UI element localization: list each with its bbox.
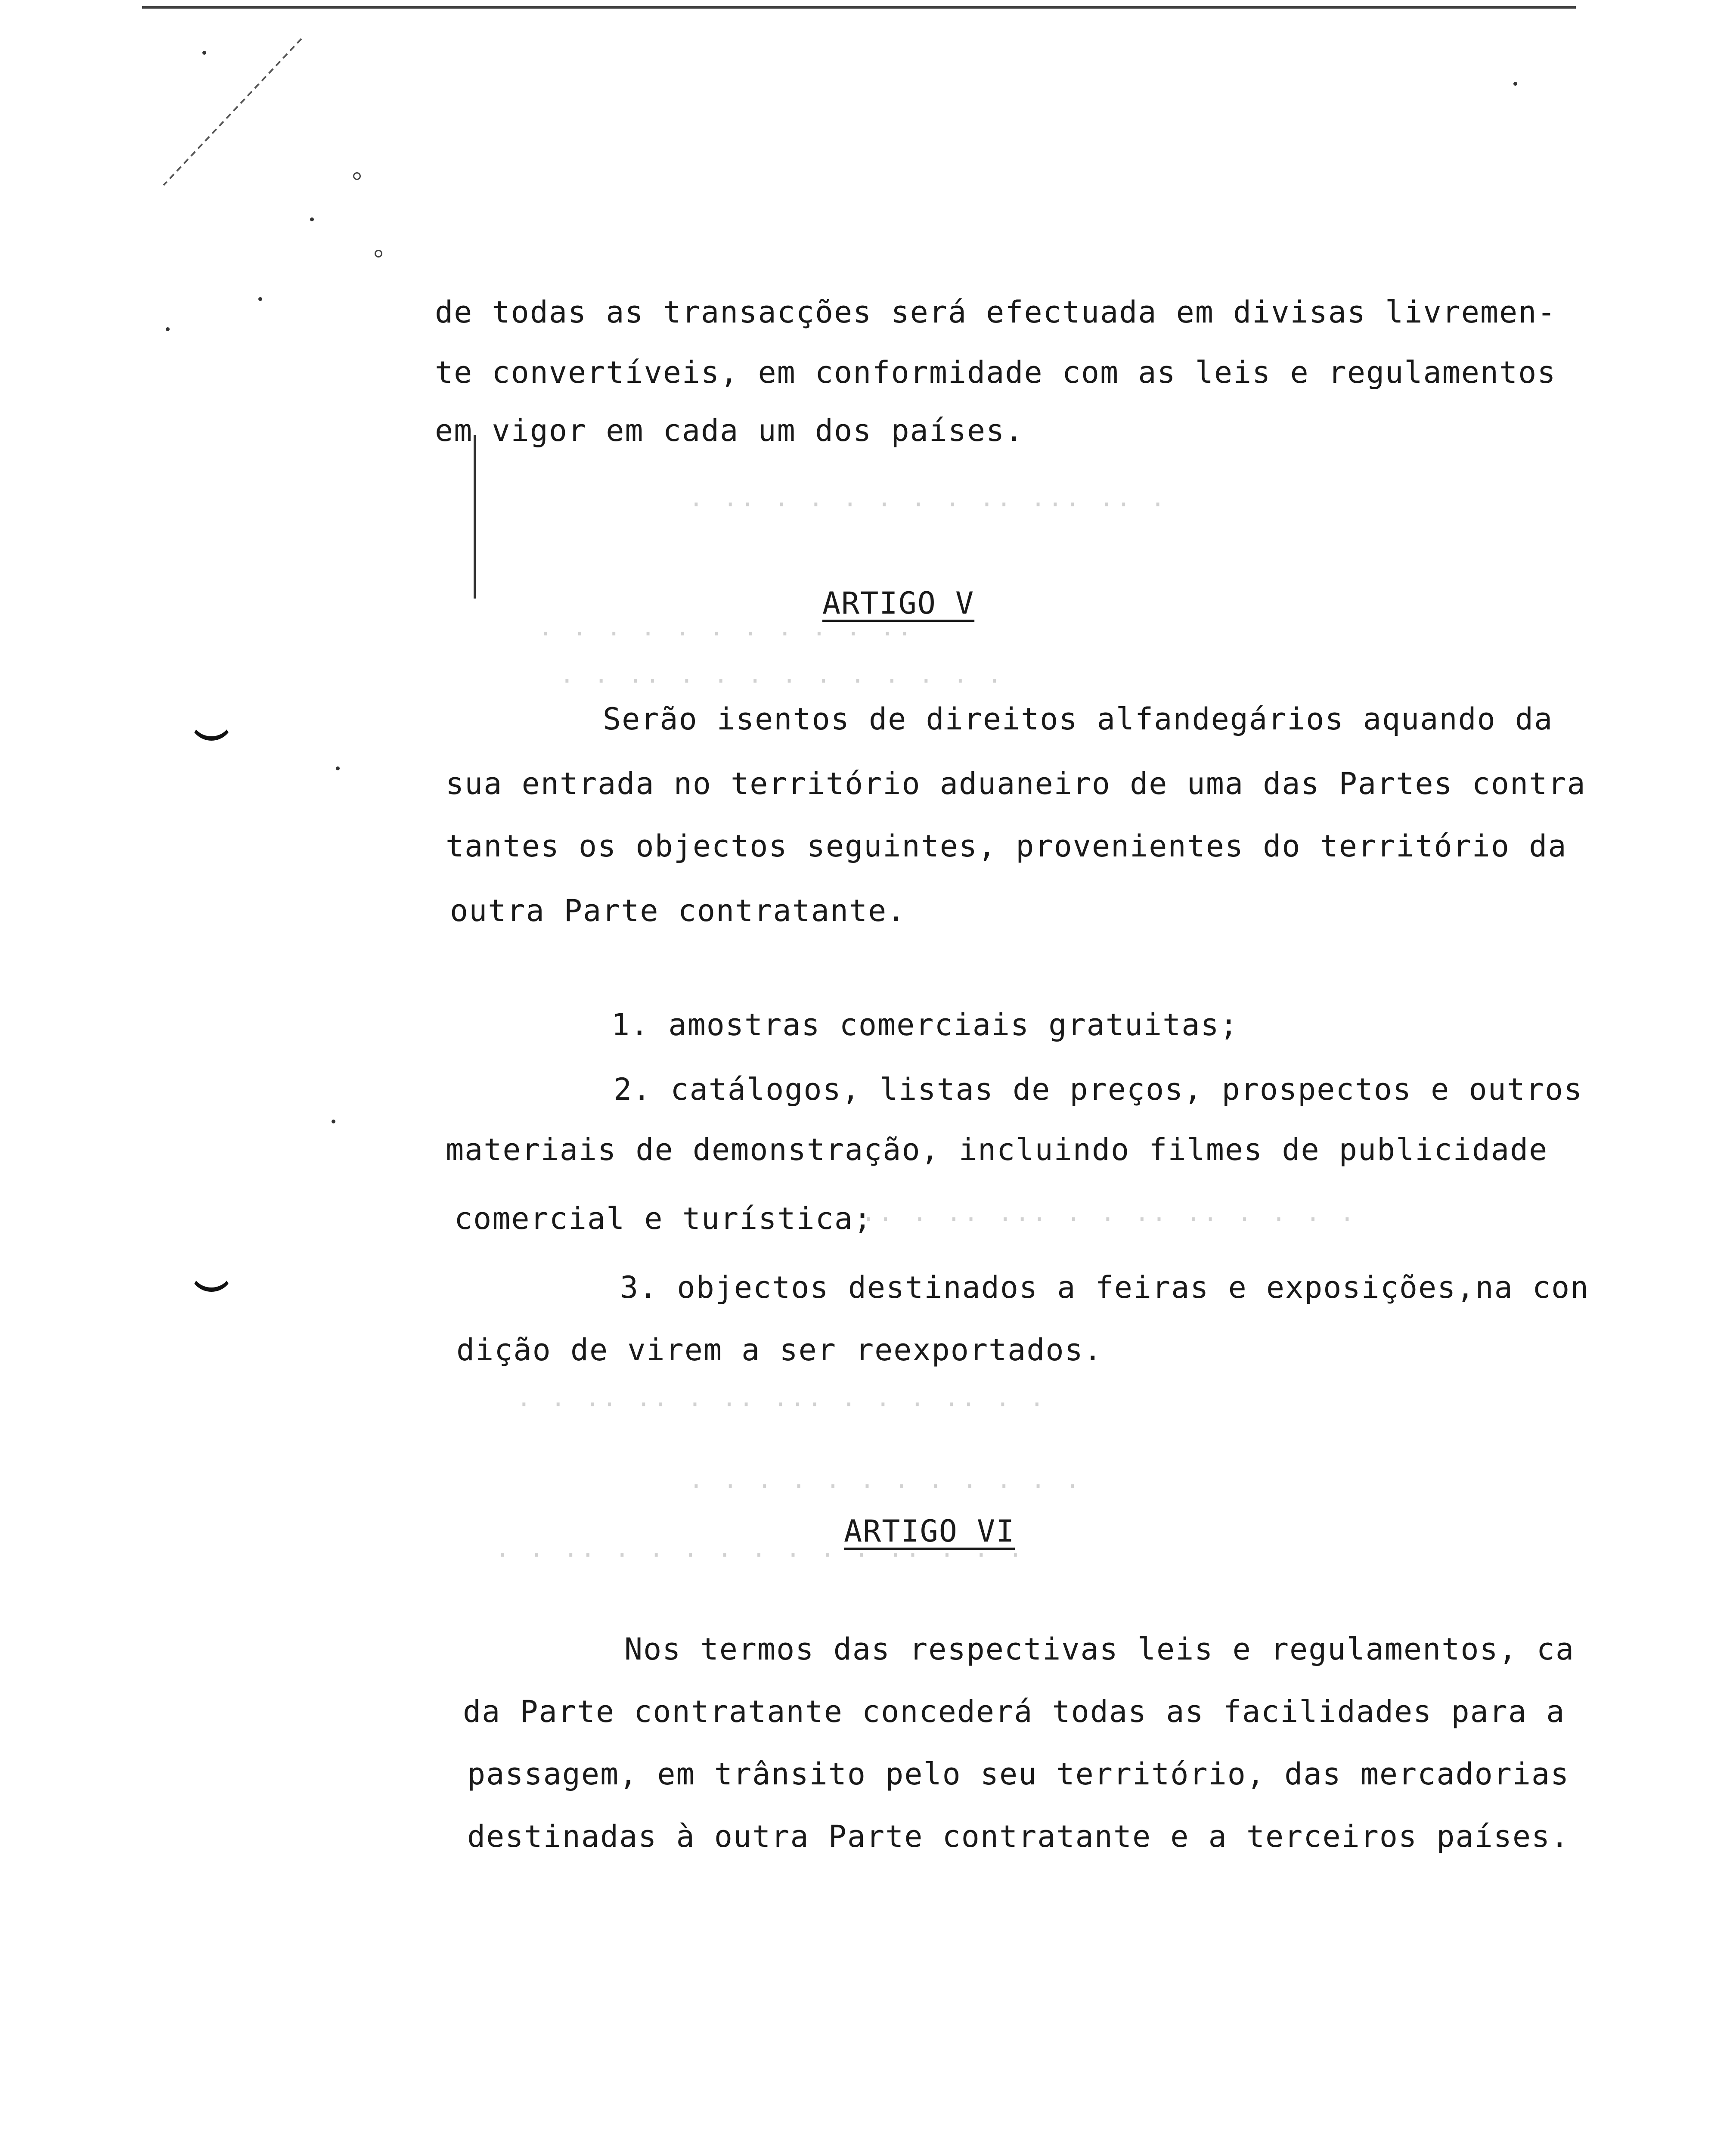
- scan-speck: [1513, 82, 1517, 86]
- binding-hole-mark: [189, 710, 233, 741]
- artigo-v-intro-line: tantes os objectos seguintes, provenientes do território da: [446, 828, 1567, 864]
- list-item-1: 1. amostras comerciais gratuitas;: [611, 1007, 1239, 1042]
- artigo-vi-body-line: da Parte contratante concederá todas as facilidades para a: [463, 1694, 1566, 1729]
- list-item-2-line: comercial e turística;: [454, 1201, 873, 1236]
- scan-speck: [336, 766, 340, 770]
- artigo-vi-body-line: passagem, em trânsito pelo seu território, das mercadorias: [467, 1756, 1570, 1792]
- show-through-text: · · ·· · · · · · · · · ·· · · ·: [495, 1542, 1026, 1570]
- show-through-text: ·· · ·· ··· · · ·· ·· · · · ·: [861, 1206, 1357, 1234]
- artigo-vi-body-line: destinadas à outra Parte contratante e a terceiros países.: [467, 1819, 1570, 1854]
- artigo-v-intro-line: outra Parte contratante.: [450, 893, 906, 928]
- list-item-3-line: 3. objectos destinados a feiras e exposições,na con: [620, 1270, 1590, 1305]
- scan-ring: [375, 250, 382, 257]
- artigo-v-intro-line: Serão isentos de direitos alfandegários aquando da: [603, 701, 1553, 737]
- paragraph-line: te convertíveis, em conformidade com as leis e regulamentos: [435, 355, 1556, 390]
- artigo-v-intro-line: sua entrada no território aduaneiro de uma das Partes contra: [446, 766, 1586, 801]
- show-through-text: · · ·· · · · · · · · · · ·: [560, 667, 1004, 695]
- scan-speck: [310, 217, 314, 221]
- scan-streak: [155, 30, 310, 194]
- list-item-3-line: dição de virem a ser reexportados.: [456, 1332, 1103, 1368]
- paragraph-line: em vigor em cada um dos países.: [435, 413, 1024, 448]
- margin-bar: [474, 435, 476, 599]
- scan-speck: [332, 1120, 335, 1123]
- list-item-2-line: materiais de demonstração, incluindo filmes de publicidade: [446, 1132, 1548, 1167]
- artigo-vi-heading: ARTIGO VI: [844, 1514, 1015, 1549]
- binding-hole-mark: [189, 1262, 233, 1292]
- paragraph-line: de todas as transacções será efectuada em divisas livremen-: [435, 295, 1556, 330]
- artigo-vi-body-line: Nos termos das respectivas leis e regulamentos, ca: [624, 1632, 1575, 1667]
- scan-speck: [258, 297, 262, 301]
- scan-ring: [353, 172, 361, 180]
- scan-speck: [166, 327, 170, 331]
- show-through-text: · · · · · · · · · · ··: [538, 620, 914, 648]
- top-edge-line: [142, 6, 1576, 9]
- list-item-2-line: 2. catálogos, listas de preços, prospectos e outros: [614, 1072, 1583, 1107]
- show-through-text: · · ·· ·· · ·· ··· · · · ·· · ·: [517, 1391, 1047, 1419]
- artigo-v-heading: ARTIGO V: [822, 586, 975, 621]
- show-through-text: · ·· · · · · · · ·· ··· ·· ·: [689, 491, 1168, 519]
- show-through-text: · · · · · · · · · · · ·: [689, 1473, 1082, 1501]
